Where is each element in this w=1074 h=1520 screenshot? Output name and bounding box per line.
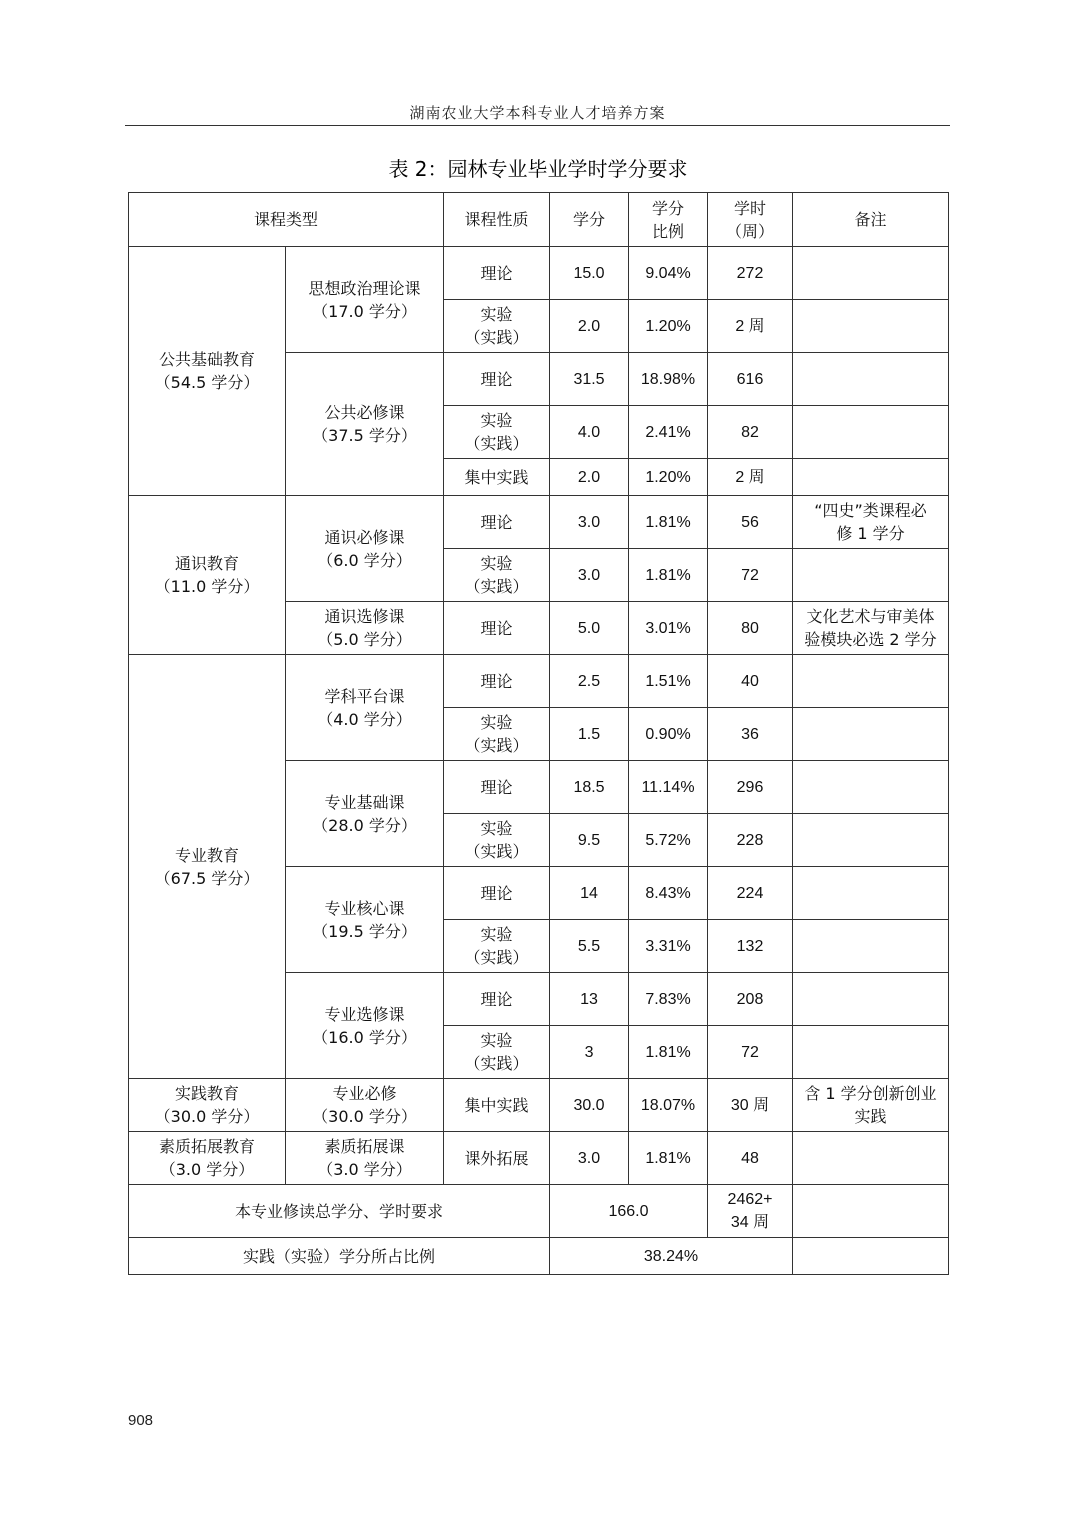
course-nature-cell [444, 602, 550, 655]
hours-cell-line: 208 [736, 990, 764, 1008]
summary-practice-row [129, 1238, 949, 1275]
practice-label-cell: 实践（实验）学分所占比例 [129, 1238, 550, 1275]
course-nature-cell [444, 549, 550, 602]
course-nature-cell-line: 实验 [480, 925, 513, 944]
hours-cell-line: 132 [736, 937, 764, 955]
total-hours-cell-line: 34 周 [730, 1214, 770, 1231]
category-cell-line: （3.0 学分） [159, 1160, 255, 1179]
notes-cell-line: 含 1 学分创新创业 [804, 1084, 937, 1103]
course-nature-cell-line: （实践） [464, 577, 529, 596]
credits-cell: 3 [550, 1026, 629, 1079]
notes-cell [793, 353, 949, 406]
hours-cell-line: 30 周 [730, 1096, 770, 1114]
hours-cell [708, 655, 793, 708]
credits-cell: 3.0 [550, 549, 629, 602]
course-nature-cell-line: 理论 [480, 512, 513, 532]
hours-cell [708, 1132, 793, 1185]
hours-cell [708, 1079, 793, 1132]
course-group-cell-line: （3.0 学分） [317, 1160, 412, 1179]
total-hours-cell [708, 1185, 793, 1238]
header-ratio [629, 193, 708, 247]
hours-cell [708, 549, 793, 602]
header-course-nature: 课程性质 [444, 193, 550, 247]
course-nature-cell-line: 课外拓展 [464, 1148, 529, 1168]
hours-cell [708, 1026, 793, 1079]
category-cell-line: 素质拓展教育 [158, 1137, 255, 1156]
table-header-row [129, 193, 949, 247]
course-nature-cell [444, 1026, 550, 1079]
course-nature-cell-line: 实验 [480, 819, 513, 838]
table-body [129, 193, 949, 1275]
notes-cell-line: “四史”类课程必 [814, 501, 927, 520]
course-nature-cell-line: 实验 [480, 411, 513, 430]
course-group-cell-line: （5.0 学分） [317, 630, 412, 649]
notes-cell [793, 1132, 949, 1185]
course-group-cell-line: （30.0 学分） [312, 1107, 417, 1126]
practice-ratio-cell: 38.24% [550, 1238, 793, 1275]
category-cell [129, 655, 286, 1079]
hours-cell [708, 814, 793, 867]
course-group-cell [286, 496, 444, 602]
category-cell-line: （67.5 学分） [154, 868, 260, 888]
notes-cell [793, 814, 949, 867]
course-nature-cell-line: 理论 [480, 263, 513, 283]
practice-notes-cell [793, 1238, 949, 1275]
notes-cell [793, 708, 949, 761]
ratio-cell: 3.31% [629, 920, 708, 973]
course-group-cell-line: 专业核心课 [324, 898, 405, 918]
notes-cell [793, 496, 949, 549]
notes-cell [793, 973, 949, 1026]
ratio-cell: 5.72% [629, 814, 708, 867]
ratio-cell: 8.43% [629, 867, 708, 920]
ratio-cell: 7.83% [629, 973, 708, 1026]
course-nature-cell [444, 1079, 550, 1132]
course-nature-cell-line: 实验 [480, 554, 513, 573]
hours-cell-line: 272 [736, 264, 764, 282]
hours-cell [708, 496, 793, 549]
ratio-cell: 1.20% [629, 459, 708, 496]
page-number: 908 [128, 1412, 154, 1429]
hours-cell [708, 602, 793, 655]
course-group-cell [286, 353, 444, 496]
category-cell-line: 通识教育 [174, 554, 239, 573]
header-hours [708, 193, 793, 247]
hours-cell [708, 973, 793, 1026]
course-group-cell [286, 247, 444, 353]
hours-cell [708, 300, 793, 353]
notes-cell-line: 验模块必选 2 学分 [804, 630, 937, 649]
course-nature-cell-line: （实践） [464, 1054, 529, 1073]
hours-cell-line: 80 [741, 619, 759, 637]
hours-cell [708, 353, 793, 406]
credits-cell: 18.5 [550, 761, 629, 814]
credits-cell: 13 [550, 973, 629, 1026]
course-group-cell-line: （28.0 学分） [312, 815, 417, 835]
course-group-cell-line: 素质拓展课 [324, 1137, 405, 1156]
ratio-cell: 1.81% [629, 1026, 708, 1079]
credits-cell: 14 [550, 867, 629, 920]
course-nature-cell [444, 708, 550, 761]
course-group-cell [286, 973, 444, 1079]
ratio-cell: 2.41% [629, 406, 708, 459]
course-nature-cell [444, 300, 550, 353]
category-cell-line: 公共基础教育 [158, 350, 255, 369]
course-nature-cell-line: 实验 [480, 305, 513, 324]
course-nature-cell-line: （实践） [464, 842, 529, 861]
credit-requirements-table [128, 192, 949, 1275]
course-nature-cell [444, 459, 550, 496]
course-nature-cell [444, 973, 550, 1026]
notes-cell-line: 修 1 学分 [836, 524, 905, 543]
header-credits: 学分 [550, 193, 629, 247]
course-nature-cell [444, 406, 550, 459]
course-group-cell-line: 通识必修课 [324, 527, 405, 547]
hours-cell-line: 72 [741, 566, 759, 584]
hours-cell-line: 296 [736, 778, 764, 796]
hours-cell-line: 40 [741, 672, 759, 690]
course-group-cell-line: （6.0 学分） [317, 550, 412, 570]
total-notes-cell [793, 1185, 949, 1238]
ratio-cell: 18.98% [629, 353, 708, 406]
ratio-cell: 1.81% [629, 1132, 708, 1185]
course-nature-cell-line: （实践） [464, 328, 529, 347]
course-nature-cell [444, 814, 550, 867]
credits-cell: 5.5 [550, 920, 629, 973]
total-hours-cell-line: 2462+ [727, 1191, 773, 1208]
hours-cell-line: 2 周 [735, 468, 765, 486]
course-group-cell [286, 867, 444, 973]
ratio-cell: 0.90% [629, 708, 708, 761]
course-group-cell-line: 专业选修课 [324, 1004, 405, 1024]
credits-cell: 3.0 [550, 1132, 629, 1185]
credits-cell: 3.0 [550, 496, 629, 549]
course-group-cell-line: 专业基础课 [324, 792, 405, 812]
course-nature-cell-line: 集中实践 [464, 467, 529, 487]
credits-cell: 1.5 [550, 708, 629, 761]
category-cell-line: （11.0 学分） [154, 577, 260, 596]
credits-cell: 30.0 [550, 1079, 629, 1132]
category-cell [129, 496, 286, 655]
course-group-cell-line: 公共必修课 [324, 403, 405, 422]
credits-cell: 31.5 [550, 353, 629, 406]
notes-cell [793, 920, 949, 973]
category-cell-line: （54.5 学分） [154, 373, 260, 392]
course-nature-cell [444, 247, 550, 300]
hours-cell-line: 224 [736, 884, 764, 902]
course-nature-cell [444, 867, 550, 920]
hours-cell-line: 72 [741, 1043, 759, 1061]
table-row [129, 247, 949, 300]
category-cell [129, 1132, 286, 1185]
hours-cell [708, 761, 793, 814]
hours-cell-line: 616 [736, 370, 764, 388]
credits-cell: 15.0 [550, 247, 629, 300]
ratio-cell: 1.20% [629, 300, 708, 353]
course-group-cell-line: 通识选修课 [324, 607, 405, 626]
hours-cell [708, 867, 793, 920]
category-cell [129, 1079, 286, 1132]
credits-cell: 2.0 [550, 459, 629, 496]
ratio-cell: 1.81% [629, 496, 708, 549]
ratio-cell: 11.14% [629, 761, 708, 814]
notes-cell [793, 459, 949, 496]
category-cell-line: 实践教育 [174, 1084, 239, 1103]
course-group-cell-line: （17.0 学分） [312, 301, 417, 321]
course-nature-cell [444, 761, 550, 814]
ratio-cell: 18.07% [629, 1079, 708, 1132]
header-course-type: 课程类型 [129, 193, 444, 247]
notes-cell [793, 867, 949, 920]
course-nature-cell-line: 理论 [480, 777, 513, 797]
credits-cell: 9.5 [550, 814, 629, 867]
table-row [129, 1079, 949, 1132]
course-group-cell [286, 761, 444, 867]
table-title: 表 2：园林专业毕业学时学分要求 [388, 157, 688, 181]
notes-cell [793, 549, 949, 602]
hours-cell-line: 228 [736, 831, 764, 849]
credits-cell: 4.0 [550, 406, 629, 459]
hours-cell-line: 56 [741, 513, 759, 531]
hours-cell [708, 708, 793, 761]
notes-cell [793, 300, 949, 353]
total-credits-cell: 166.0 [550, 1185, 708, 1238]
header-hours-line: （周） [726, 221, 775, 241]
course-nature-cell-line: 理论 [480, 369, 513, 389]
course-group-cell-line: （37.5 学分） [312, 426, 417, 445]
course-group-cell [286, 1079, 444, 1132]
course-nature-cell-line: （实践） [464, 948, 529, 967]
notes-cell-line: 文化艺术与审美体 [806, 607, 935, 626]
header-hours-line: 学时 [734, 198, 767, 218]
course-nature-cell-line: 集中实践 [464, 1095, 529, 1115]
course-nature-cell [444, 496, 550, 549]
category-cell [129, 247, 286, 496]
notes-cell [793, 406, 949, 459]
course-group-cell-line: （4.0 学分） [317, 709, 412, 729]
notes-cell [793, 1079, 949, 1132]
ratio-cell: 9.04% [629, 247, 708, 300]
course-group-cell-line: 学科平台课 [324, 686, 405, 706]
notes-cell [793, 602, 949, 655]
ratio-cell: 1.81% [629, 549, 708, 602]
course-nature-cell-line: 理论 [480, 618, 513, 638]
hours-cell-line: 36 [741, 725, 759, 743]
category-cell-line: （30.0 学分） [154, 1107, 260, 1126]
summary-total-row [129, 1185, 949, 1238]
notes-cell [793, 761, 949, 814]
course-nature-cell [444, 353, 550, 406]
course-group-cell [286, 655, 444, 761]
hours-cell-line: 82 [741, 423, 759, 441]
hours-cell-line: 2 周 [735, 317, 765, 335]
table-row [129, 1132, 949, 1185]
course-nature-cell-line: 实验 [480, 713, 513, 732]
course-nature-cell-line: 理论 [480, 989, 513, 1009]
course-nature-cell-line: （实践） [464, 736, 529, 755]
credits-cell: 5.0 [550, 602, 629, 655]
course-group-cell [286, 602, 444, 655]
course-group-cell-line: 专业必修 [332, 1084, 397, 1103]
notes-cell [793, 655, 949, 708]
credits-cell: 2.5 [550, 655, 629, 708]
credits-cell: 2.0 [550, 300, 629, 353]
hours-cell [708, 406, 793, 459]
header-notes: 备注 [793, 193, 949, 247]
total-label-cell: 本专业修读总学分、学时要求 [129, 1185, 550, 1238]
course-nature-cell-line: 理论 [480, 883, 513, 903]
course-nature-cell-line: 理论 [480, 671, 513, 691]
ratio-cell: 3.01% [629, 602, 708, 655]
course-group-cell [286, 1132, 444, 1185]
notes-cell-line: 实践 [854, 1107, 887, 1126]
course-group-cell-line: 思想政治理论课 [308, 278, 421, 298]
course-nature-cell [444, 1132, 550, 1185]
hours-cell-line: 48 [741, 1149, 759, 1167]
category-cell-line: 专业教育 [174, 845, 239, 865]
course-nature-cell-line: （实践） [464, 434, 529, 453]
header-ratio-line: 学分 [652, 198, 685, 218]
course-group-cell-line: （16.0 学分） [312, 1027, 417, 1047]
running-header: 湖南农业大学本科专业人才培养方案 [409, 104, 666, 122]
notes-cell [793, 1026, 949, 1079]
table-row [129, 496, 949, 549]
course-group-cell-line: （19.5 学分） [312, 921, 417, 941]
hours-cell [708, 920, 793, 973]
header-ratio-line: 比例 [652, 221, 685, 241]
course-nature-cell [444, 655, 550, 708]
hours-cell [708, 459, 793, 496]
header-rule [125, 125, 950, 126]
ratio-cell: 1.51% [629, 655, 708, 708]
course-nature-cell [444, 920, 550, 973]
hours-cell [708, 247, 793, 300]
notes-cell [793, 247, 949, 300]
course-nature-cell-line: 实验 [480, 1031, 513, 1050]
table-row [129, 655, 949, 708]
